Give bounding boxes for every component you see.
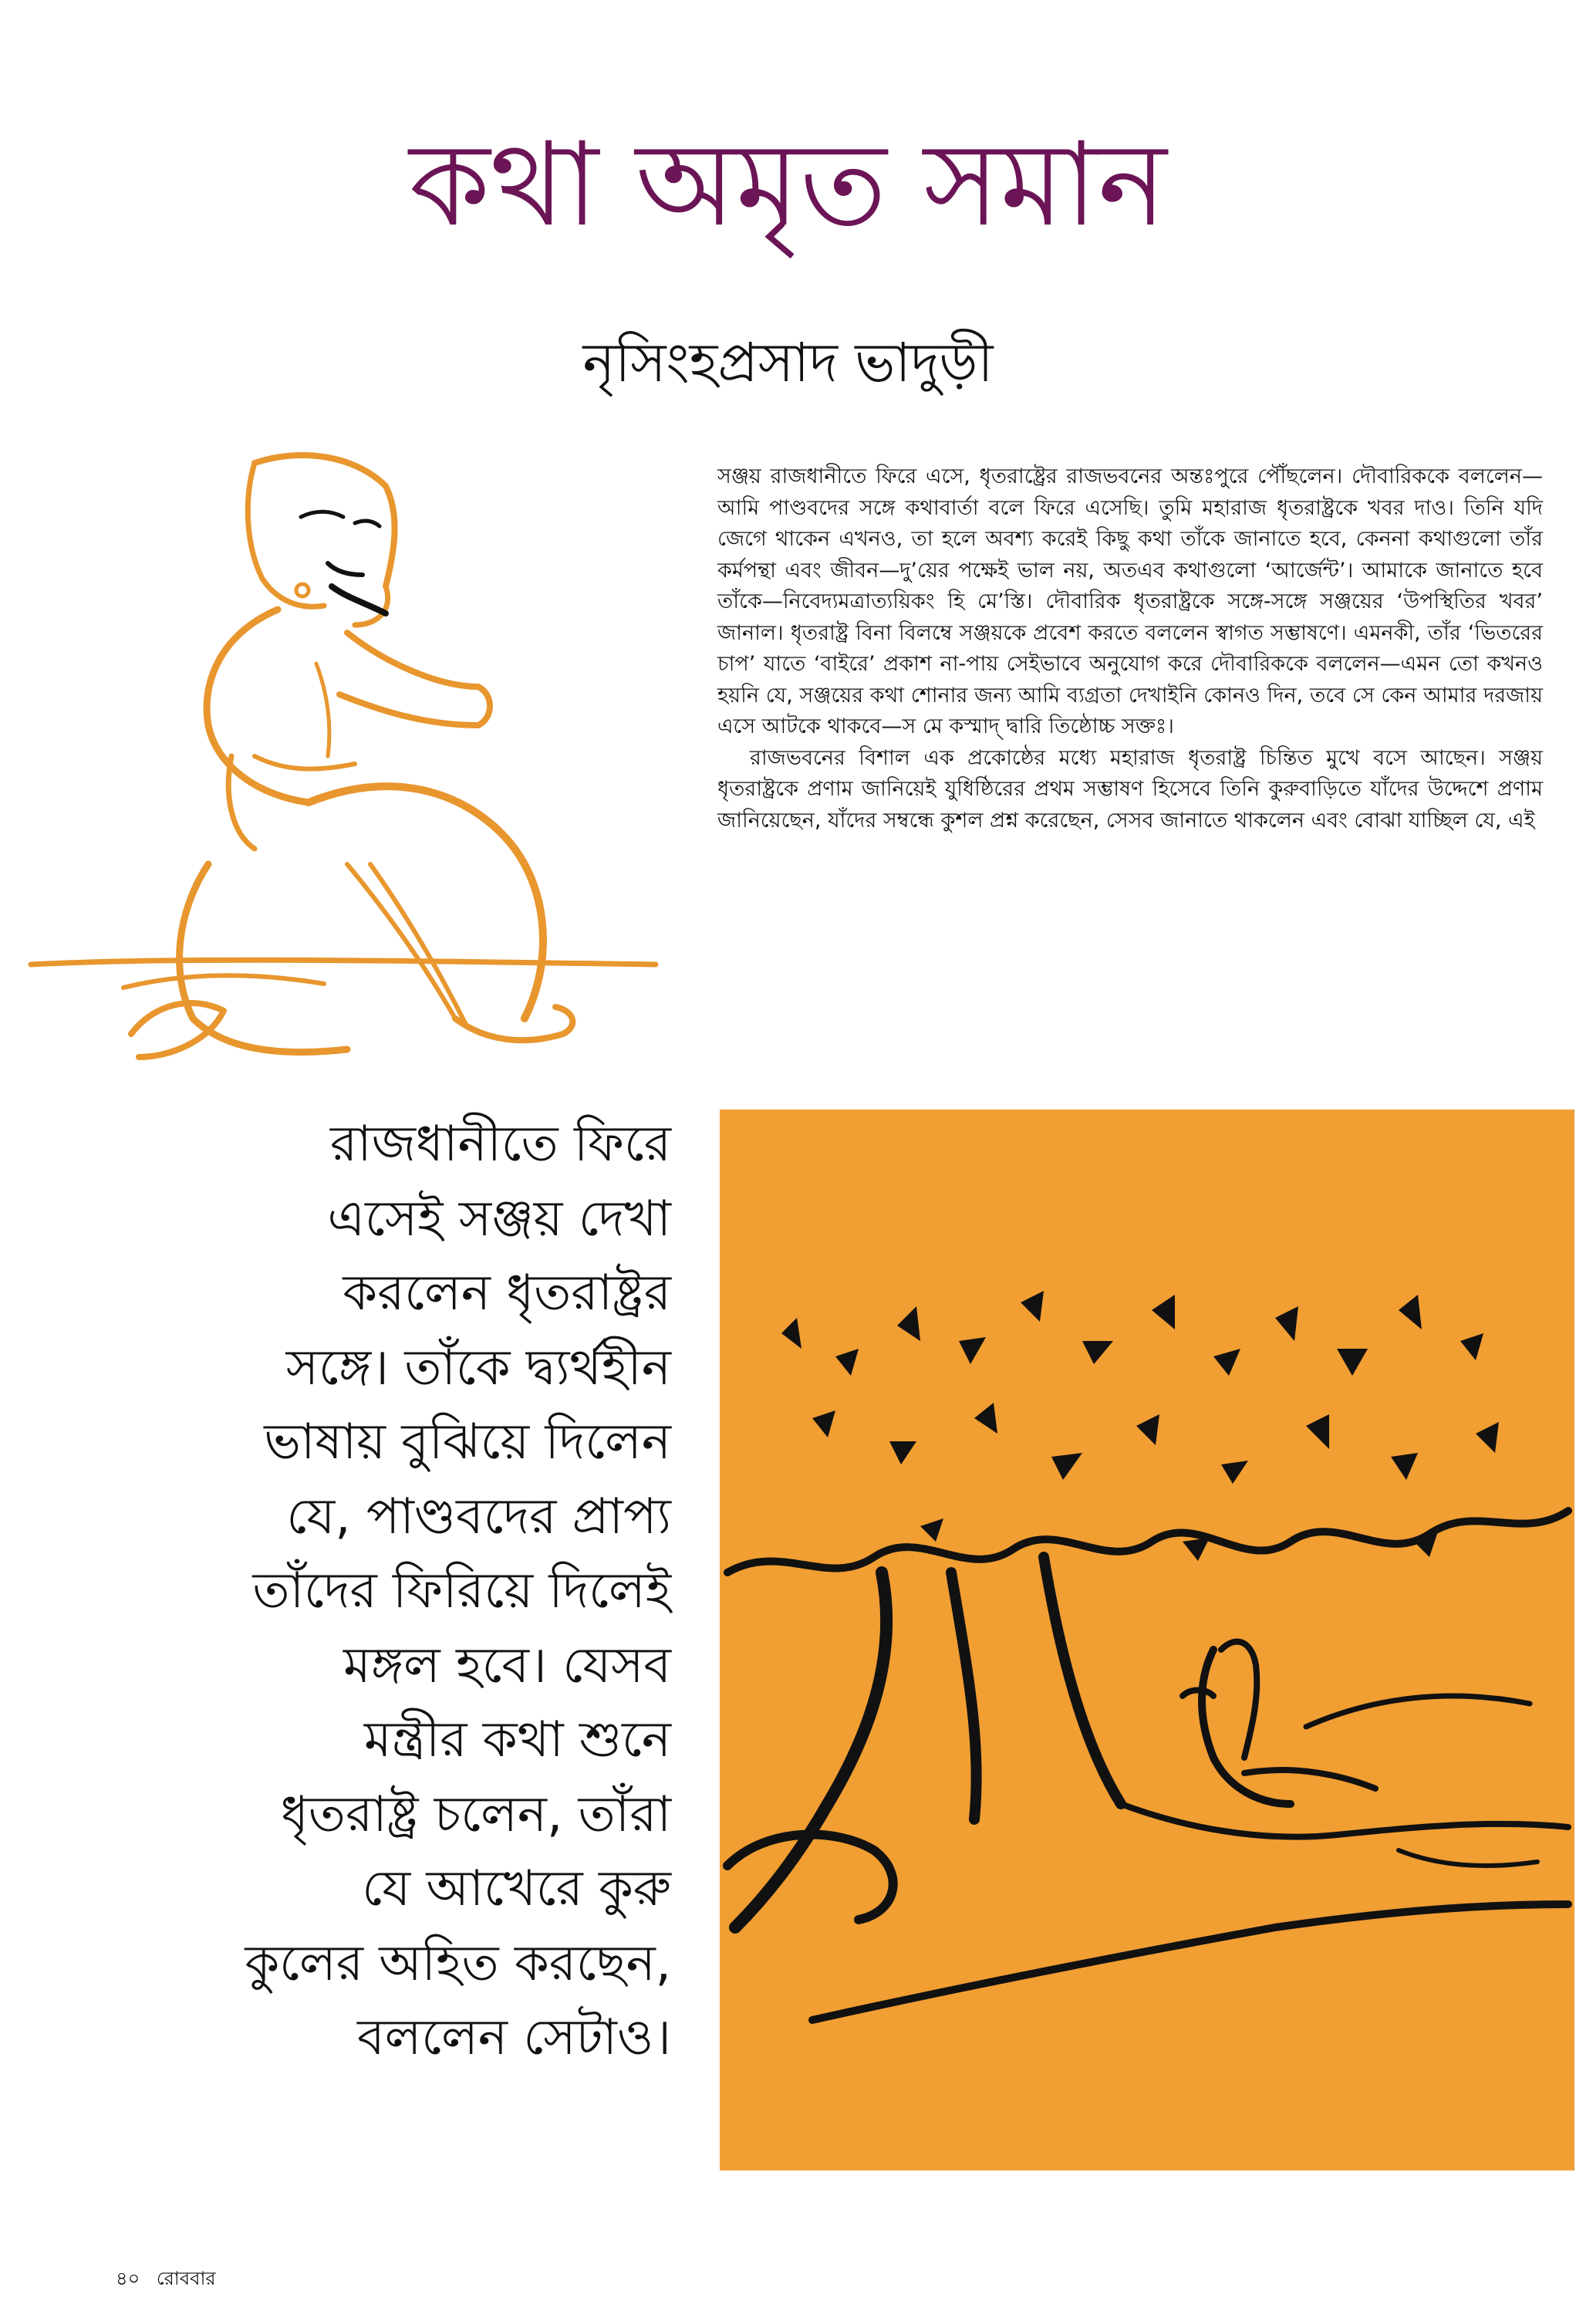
- article-title: কথা অমৃত সমান: [409, 118, 1167, 252]
- pull-quote-line: কুলের অহিত করছেন,: [245, 1934, 671, 1992]
- pull-quote-line: ভাষায় বুঝিয়ে দিলেন: [264, 1414, 671, 1471]
- article-body: [717, 461, 1543, 836]
- pull-quote-line: যে, পাণ্ডবদের প্রাপ্য: [286, 1488, 671, 1545]
- page-number: ৪০: [116, 2268, 140, 2289]
- pull-quote-line: সঙ্গে। তাঁকে দ্ব্যর্থহীন: [285, 1339, 671, 1397]
- pull-quote-line: করলেন ধৃতরাষ্ট্রর: [343, 1265, 671, 1322]
- tree-illustration-panel: [720, 1110, 1574, 2170]
- pull-quote-line: ধৃতরাষ্ট্র চলেন, তাঁরা: [281, 1785, 671, 1843]
- pull-quote-line: রাজধানীতে ফিরে: [329, 1116, 671, 1173]
- pull-quote-line: তাঁদের ফিরিয়ে দিলেই: [252, 1562, 671, 1620]
- body-paragraph: রাজভবনের বিশাল এক প্রকোষ্ঠের মধ্যে মহারাজ ধৃতরাষ্ট্র চিন্তিত মুখে বসে আছেন। সঞ্জয় ধৃতরাষ্ট্রকে প্রণাম জানিয়েই যুধিষ্ঠিরের প্রথম সম্ভাষণ হিসেবে তিনি কুরুবাড়িতে যাঁদের উদ্দেশে প্রণাম জানিয়েছেন, যাঁদের সম্বন্ধে কুশল প্রশ্ন করেছেন, সেসব জানাতে থাকলেন এবং বোঝা যাচ্ছিল যে, এই: [717, 745, 1543, 833]
- body-paragraph: সঞ্জয় রাজধানীতে ফিরে এসে, ধৃতরাষ্ট্রের রাজভবনের অন্তঃপুরে পৌঁছলেন। দৌবারিককে বললেন—আমি পাণ্ডবদের সঙ্গে কথাবার্তা বলে ফিরে এসেছি। তুমি মহারাজ ধৃতরাষ্ট্রকে খবর দাও। তিনি যদি জেগে থাকেন এখনও, তা হলে অবশ্য করেই কিছু কথা তাঁকে জানাতে হবে, কেননা কথাগুলো তাঁর কর্মপন্থা এবং জীবন—দু’য়ের পক্ষেই ভাল নয়, অতএব কথাগুলো ‘আর্জেন্ট’। আমাকে জানাতে হবে তাঁকে—নিবেদ্যমত্রাত্যয়িকং হি মে’স্তি। দৌবারিক ধৃতরাষ্ট্রকে সঙ্গে-সঙ্গে সঞ্জয়ের ‘উপস্থিতির খবর’ জানাল। ধৃতরাষ্ট্র বিনা বিলম্বে সঞ্জয়কে প্রবেশ করতে বললেন স্বাগত সম্ভাষণে। এমনকী, তাঁর ‘ভিতরের চাপ’ যাতে ‘বাইরে’ প্রকাশ না-পায় সেইভাবে অনুযোগ করে দৌবারিককে বললেন—এমন তো কখনও হয়নি যে, সঞ্জয়ের কথা শোনার জন্য আমি ব্যগ্রতা দেখাইনি কোনও দিন, তবে সে কেন আমার দরজায় এসে আটকে থাকবে—স মে কস্মাদ্ দ্বারি তিষ্ঠোচ্চ সক্তঃ।: [717, 464, 1543, 738]
- author-name: নৃসিংহপ্রসাদ ভাদুড়ী: [582, 331, 994, 394]
- pull-quote: [116, 1107, 671, 2076]
- page-folio: [116, 2265, 227, 2295]
- magazine-name: রোববার: [156, 2268, 216, 2289]
- pull-quote-line: বললেন সেটাও।: [357, 2009, 671, 2066]
- pull-quote-line: যে আখেরে কুরু: [362, 1860, 671, 1917]
- pull-quote-line: এসেই সঞ্জয় দেখা: [327, 1190, 671, 1248]
- seated-figure-illustration: [23, 432, 671, 1065]
- pull-quote-line: মঙ্গল হবে। যেসব: [343, 1637, 671, 1694]
- pull-quote-line: মন্ত্রীর কথা শুনে: [364, 1711, 671, 1768]
